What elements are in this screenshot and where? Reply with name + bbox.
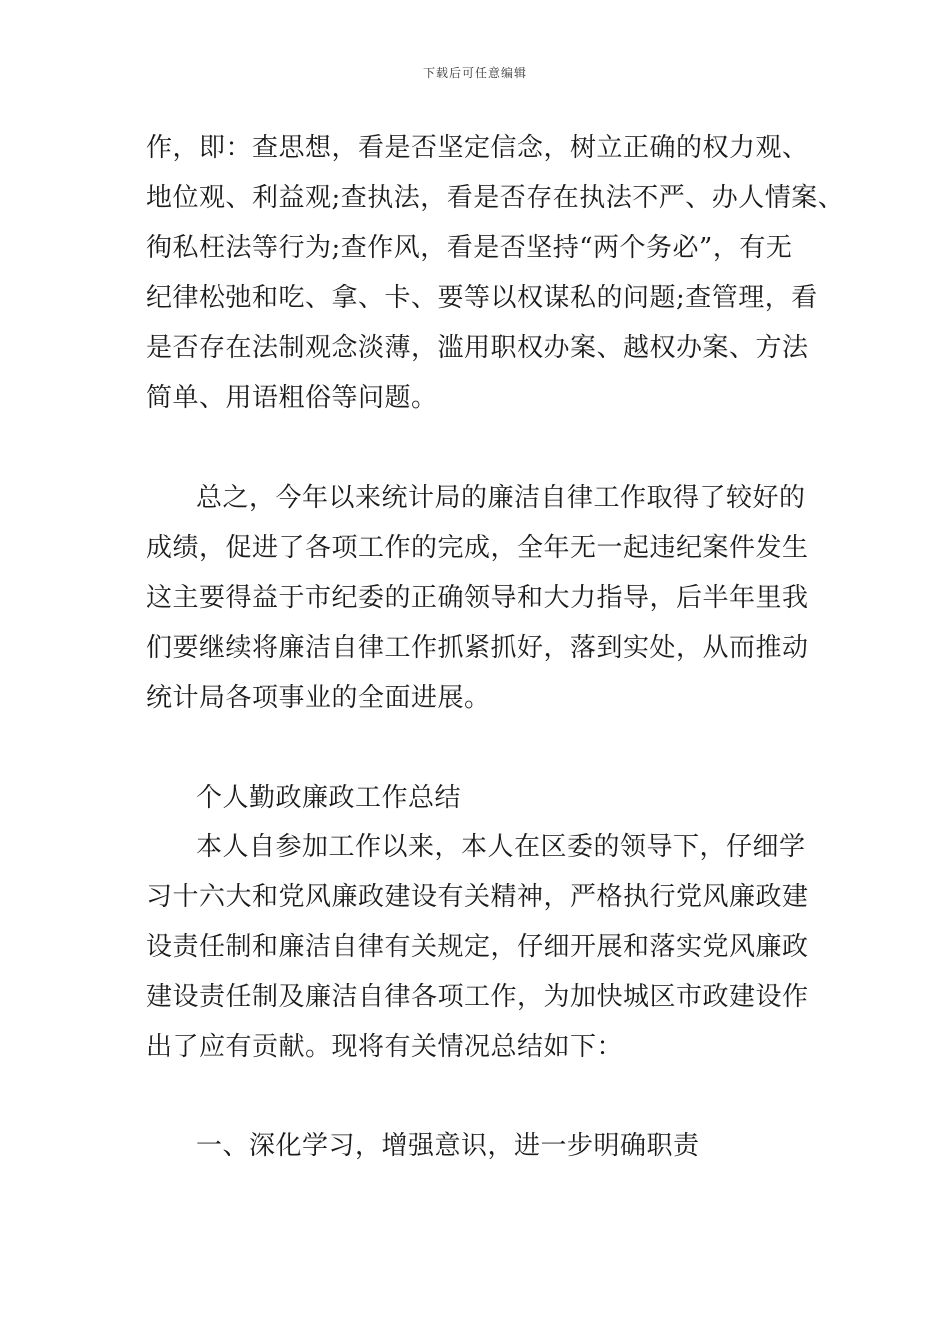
paragraph-line: 成绩，促进了各项工作的完成，全年无一起违纪案件发生 <box>146 533 809 563</box>
paragraph-line: 设责任制和廉洁自律有关规定，仔细开展和落实党风廉政 <box>146 932 809 962</box>
paragraph-line: 纪律松弛和吃、拿、卡、要等以权谋私的问题;查管理，看 <box>146 283 818 313</box>
paragraph-line: 建设责任制及廉洁自律各项工作，为加快城区市政建设作 <box>146 982 809 1012</box>
paragraph-line: 习十六大和党风廉政建设有关精神，严格执行党风廉政建 <box>146 882 809 912</box>
paragraph-line: 徇私枉法等行为;查作风，看是否坚持“两个务必”，有无 <box>146 233 793 263</box>
paragraph-line: 出了应有贡献。现将有关情况总结如下： <box>146 1032 624 1062</box>
paragraph-line: 们要继续将廉洁自律工作抓紧抓好，落到实处，从而推动 <box>146 633 809 663</box>
section-heading: 一、深化学习，增强意识，进一步明确职责 <box>196 1131 700 1161</box>
page-header: 下载后可任意编辑 <box>422 66 527 80</box>
paragraph-line: 总之，今年以来统计局的廉洁自律工作取得了较好的 <box>196 483 806 513</box>
paragraph-line: 本人自参加工作以来，本人在区委的领导下，仔细学 <box>196 832 806 862</box>
paragraph-line: 简单、用语粗俗等问题。 <box>146 383 438 413</box>
paragraph-line: 是否存在法制观念淡薄，滥用职权办案、越权办案、方法 <box>146 333 809 363</box>
paragraph-line: 地位观、利益观;查执法，看是否存在执法不严、办人情案、 <box>146 183 845 213</box>
paragraph-line: 这主要得益于市纪委的正确领导和大力指导，后半年里我 <box>146 583 809 613</box>
section-title: 个人勤政廉政工作总结 <box>196 783 462 813</box>
paragraph-line: 统计局各项事业的全面进展。 <box>146 683 491 713</box>
paragraph-line: 作，即：查思想，看是否坚定信念，树立正确的权力观、 <box>146 133 809 163</box>
